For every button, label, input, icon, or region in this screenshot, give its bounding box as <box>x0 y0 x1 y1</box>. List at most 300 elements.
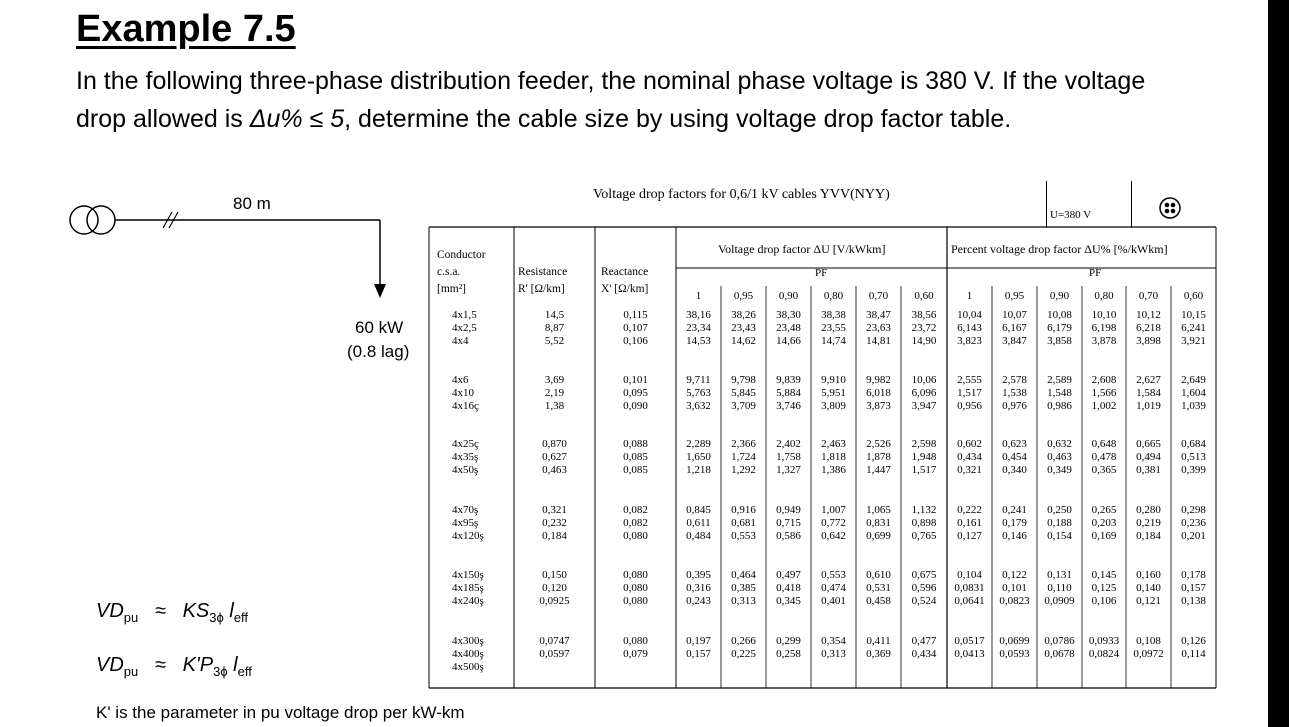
intro-text-1: In the following three-phase distribution feeder, the nominal phase voltage is 380 V. If the voltage drop allowed is <box>76 67 1146 133</box>
table-cell: 10,04 <box>957 309 982 321</box>
vd-factor-header: Voltage drop factor ΔU [V/kWkm] <box>718 242 886 256</box>
csa-column-group-5 <box>452 635 512 674</box>
table-cell: 10,12 <box>1136 309 1161 321</box>
table-cell: 0,665 <box>1136 438 1161 450</box>
table-cell: 4x2,5 <box>452 322 477 334</box>
table-cell: 38,47 <box>866 309 891 321</box>
table-cell: 0,0517 <box>954 635 985 647</box>
pvd-column-0-group-5 <box>947 635 992 661</box>
table-cell: 0,104 <box>957 569 982 581</box>
table-cell: 0,161 <box>957 517 982 529</box>
table-cell <box>514 661 595 674</box>
table-cell: 0,642 <box>821 530 846 542</box>
vd-column-0-group-5 <box>676 635 721 661</box>
pf-label-pvd: PF <box>1089 267 1102 279</box>
table-cell: 23,48 <box>776 322 801 334</box>
pvd-pf-header-4: 0,70 <box>1138 290 1159 302</box>
table-cell: 0,0972 <box>1133 648 1164 660</box>
table-cell: 0,115 <box>623 309 648 321</box>
table-cell: 9,711 <box>686 374 711 386</box>
pvd-column-0-group-4 <box>947 569 992 608</box>
vd-pf-header-3: 0,80 <box>823 290 844 302</box>
table-cell: 3,746 <box>776 400 801 412</box>
pvd-column-5-group-2 <box>1171 438 1216 477</box>
percent-vd-factor-header: Percent voltage drop factor ΔU% [%/kWkm] <box>951 242 1168 256</box>
vd-column-2-group-4 <box>766 569 811 608</box>
table-cell: 0,772 <box>821 517 846 529</box>
pvd-column-4-group-2 <box>1126 438 1171 477</box>
table-cell: 0,106 <box>1091 595 1117 607</box>
table-cell: 0,266 <box>731 635 756 647</box>
reactance-header-line-1: Reactance <box>601 266 649 278</box>
table-cell: 3,709 <box>731 400 756 412</box>
csa-column-group-0 <box>452 309 512 348</box>
table-cell: 0,976 <box>1002 400 1027 412</box>
reactance-header-line-2: X' [Ω/km] <box>601 283 649 295</box>
reactance-column-group-4 <box>595 569 676 608</box>
vd-column-5-group-0 <box>901 309 947 348</box>
table-cell: 1,948 <box>911 451 937 463</box>
table-cell: 10,10 <box>1091 309 1117 321</box>
table-cell: 0,898 <box>911 517 937 529</box>
table-cell: 0,110 <box>1047 582 1072 594</box>
pvd-pf-header-2: 0,90 <box>1049 290 1070 302</box>
table-cell: 0,232 <box>542 517 567 529</box>
table-cell: 0,401 <box>821 595 846 607</box>
table-cell: 4x95ş <box>452 517 479 529</box>
pvd-column-4-group-3 <box>1126 504 1171 543</box>
formula-1-k-sub: 3ϕ <box>209 610 224 625</box>
table-cell: 3,69 <box>544 374 565 386</box>
transformer-coil-2 <box>87 206 115 234</box>
pvd-column-5-group-3 <box>1171 504 1216 543</box>
table-cell: 4x4 <box>452 335 469 347</box>
table-cell: 23,34 <box>686 322 711 334</box>
table-cell: 0,586 <box>776 530 801 542</box>
table-cell: 4x400ş <box>452 648 484 660</box>
pvd-column-5-group-0 <box>1171 309 1216 348</box>
formula-kva <box>96 600 248 625</box>
table-cell: 0,0597 <box>539 648 570 660</box>
table-cell: 0,381 <box>1136 464 1161 476</box>
pvd-column-3-group-0 <box>1082 309 1126 348</box>
table-cell: 4x500ş <box>452 661 484 673</box>
table-cell: 1,517 <box>957 387 982 399</box>
vd-column-0-group-1 <box>676 374 721 413</box>
table-cell: 0,154 <box>1047 530 1072 542</box>
table-cell: 0,080 <box>623 635 648 647</box>
table-cell: 0,321 <box>542 504 567 516</box>
pvd-column-1-group-2 <box>992 438 1037 477</box>
table-cell: 5,951 <box>821 387 846 399</box>
table-cell: 6,198 <box>1091 322 1117 334</box>
vd-column-5-group-5 <box>901 635 947 661</box>
table-cell: 0,0824 <box>1088 648 1120 660</box>
table-cell: 0,365 <box>1091 464 1117 476</box>
table-cell: 5,884 <box>776 387 801 399</box>
table-cell: 0,434 <box>911 648 937 660</box>
pvd-column-3-group-3 <box>1082 504 1126 543</box>
pvd-column-1-group-0 <box>992 309 1037 348</box>
table-cell: 0,477 <box>911 635 937 647</box>
table-cell: 4x1,5 <box>452 309 477 321</box>
vd-column-4-group-0 <box>856 309 901 348</box>
pvd-column-1-group-5 <box>992 635 1037 661</box>
table-cell: 0,385 <box>731 582 756 594</box>
table-cell: 0,949 <box>776 504 801 516</box>
formula-2-k: K'P <box>182 654 214 676</box>
load-pf-label: (0.8 lag) <box>347 342 410 361</box>
table-cell: 4x70ş <box>452 504 479 516</box>
table-cell: 6,179 <box>1047 322 1072 334</box>
vd-column-3-group-0 <box>811 309 856 348</box>
pvd-column-3-group-5 <box>1082 635 1126 661</box>
table-cell: 2,555 <box>957 374 982 386</box>
pvd-column-3-group-4 <box>1082 569 1126 608</box>
table-cell: 0,0909 <box>1044 595 1075 607</box>
table-cell: 0,178 <box>1181 569 1206 581</box>
table-cell: 3,947 <box>911 400 937 412</box>
table-cell: 2,366 <box>731 438 756 450</box>
table-cell: 0,082 <box>623 517 648 529</box>
table-title: Voltage drop factors for 0,6/1 kV cables YVV(NYY) <box>593 187 890 202</box>
table-cell: 0,464 <box>731 569 756 581</box>
vd-column-2-group-0 <box>766 309 811 348</box>
table-cell: 38,26 <box>731 309 756 321</box>
table-cell: 2,608 <box>1091 374 1117 386</box>
pvd-column-2-group-4 <box>1037 569 1082 608</box>
table-cell: 0,418 <box>776 582 801 594</box>
table-cell: 23,63 <box>866 322 891 334</box>
cable-cross-section-icon <box>1158 196 1182 220</box>
vd-column-5-group-3 <box>901 504 947 543</box>
table-cell: 0,602 <box>957 438 982 450</box>
table-cell: 0,463 <box>1047 451 1072 463</box>
pvd-column-4-group-0 <box>1126 309 1171 348</box>
table-cell: 0,684 <box>1181 438 1206 450</box>
pvd-column-2-group-1 <box>1037 374 1082 413</box>
feeder-diagram <box>64 192 484 302</box>
table-cell: 0,458 <box>866 595 891 607</box>
table-cell: 0,169 <box>1091 530 1117 542</box>
pvd-column-0-group-3 <box>947 504 992 543</box>
table-cell: 0,623 <box>1002 438 1027 450</box>
table-cell: 2,589 <box>1047 374 1072 386</box>
table-cell: 0,160 <box>1136 569 1161 581</box>
table-cell: 0,321 <box>957 464 982 476</box>
table-cell: 3,873 <box>866 400 891 412</box>
table-cell: 0,179 <box>1002 517 1027 529</box>
reactance-column-group-3 <box>595 504 676 543</box>
pvd-column-2-group-3 <box>1037 504 1082 543</box>
table-cell: 0,0413 <box>954 648 985 660</box>
table-cell: 1,538 <box>1002 387 1027 399</box>
table-cell: 0,085 <box>623 451 648 463</box>
pvd-column-4-group-1 <box>1126 374 1171 413</box>
table-cell: 1,292 <box>731 464 756 476</box>
vd-column-3-group-3 <box>811 504 856 543</box>
table-cell: 38,56 <box>911 309 937 321</box>
table-cell: 0,203 <box>1091 517 1117 529</box>
table-cell: 0,0823 <box>999 595 1030 607</box>
table-cell: 1,065 <box>866 504 891 516</box>
resistance-column-group-0 <box>514 309 595 348</box>
pvd-column-3-group-1 <box>1082 374 1126 413</box>
vd-column-0-group-0 <box>676 309 721 348</box>
table-cell: 0,145 <box>1091 569 1117 581</box>
formula-2-lhs-sub: pu <box>123 664 139 679</box>
table-cell: 0,280 <box>1136 504 1161 516</box>
table-cell: 1,007 <box>821 504 846 516</box>
vd-pf-header-4: 0,70 <box>868 290 889 302</box>
csa-column-group-4 <box>452 569 512 608</box>
k-prime-note: K' is the parameter in pu voltage drop per kW-km <box>96 703 465 722</box>
table-cell: 0,648 <box>1091 438 1117 450</box>
table-cell: 4x50ş <box>452 464 479 476</box>
formula-2-lhs: VD <box>96 654 124 676</box>
table-cell: 2,649 <box>1181 374 1206 386</box>
table-cell: 6,241 <box>1181 322 1206 334</box>
table-cell: 0,184 <box>1136 530 1161 542</box>
vd-column-4-group-5 <box>856 635 901 661</box>
table-cell: 1,548 <box>1047 387 1072 399</box>
table-cell: 0,340 <box>1002 464 1027 476</box>
vd-column-4-group-2 <box>856 438 901 477</box>
reactance-column-group-0 <box>595 309 676 348</box>
resistance-column-group-4 <box>514 569 595 608</box>
vd-column-1-group-2 <box>721 438 766 477</box>
table-cell: 0,345 <box>776 595 801 607</box>
reactance-column-group-2 <box>595 438 676 477</box>
table-cell: 4x6 <box>452 374 469 386</box>
pvd-column-0-group-2 <box>947 438 992 477</box>
pvd-pf-header-0: 1 <box>966 290 973 302</box>
formula-kw <box>96 654 252 679</box>
table-cell: 5,52 <box>544 335 565 347</box>
table-cell: 4x240ş <box>452 595 484 607</box>
load-arrow-head <box>374 284 386 298</box>
table-cell: 0,313 <box>731 595 756 607</box>
table-cell: 0,715 <box>776 517 801 529</box>
table-cell: 0,138 <box>1181 595 1206 607</box>
formula-2-l: l <box>233 654 238 676</box>
table-cell: 0,0786 <box>1044 635 1075 647</box>
load-power-label: 60 kW <box>355 318 404 337</box>
table-cell: 0,765 <box>911 530 937 542</box>
vd-column-4-group-3 <box>856 504 901 543</box>
table-cell: 0,219 <box>1136 517 1161 529</box>
table-cell: 0,632 <box>1047 438 1072 450</box>
table-cell: 10,07 <box>1002 309 1027 321</box>
table-cell: 1,002 <box>1091 400 1117 412</box>
table-cell: 0,316 <box>686 582 711 594</box>
table-cell: 4x10 <box>452 387 474 399</box>
table-cell: 0,699 <box>866 530 891 542</box>
table-cell: 4x35ş <box>452 451 479 463</box>
table-cell: 0,354 <box>821 635 846 647</box>
table-cell: 0,0933 <box>1088 635 1120 647</box>
table-cell: 0,150 <box>542 569 567 581</box>
table-cell: 0,080 <box>623 530 648 542</box>
table-cell: 1,132 <box>911 504 937 516</box>
table-cell: 4x120ş <box>452 530 484 542</box>
table-cell: 14,53 <box>686 335 711 347</box>
table-cell: 0,349 <box>1047 464 1072 476</box>
table-cell: 4x16ç <box>452 400 479 412</box>
pvd-pf-header-3: 0,80 <box>1094 290 1114 302</box>
vd-column-0-group-2 <box>676 438 721 477</box>
table-cell: 2,463 <box>821 438 846 450</box>
resistance-header-line-1: Resistance <box>518 266 568 278</box>
vd-column-2-group-5 <box>766 635 811 661</box>
conductor-header <box>437 247 486 298</box>
table-cell: 0,474 <box>821 582 846 594</box>
pvd-column-0-group-1 <box>947 374 992 413</box>
formula-1-lhs: VD <box>96 600 124 622</box>
csa-column-group-2 <box>452 438 512 477</box>
table-cell: 9,910 <box>821 374 846 386</box>
table-cell: 0,0831 <box>954 582 985 594</box>
table-cell: 0,088 <box>623 438 648 450</box>
table-cell: 0,265 <box>1091 504 1117 516</box>
table-cell: 0,108 <box>1136 635 1161 647</box>
table-cell: 0,082 <box>623 504 648 516</box>
table-cell: 0,513 <box>1181 451 1206 463</box>
conductor-header-line-1: Conductor <box>437 249 486 261</box>
feeder-length-label: 80 m <box>233 194 271 213</box>
table-cell: 6,167 <box>1002 322 1027 334</box>
vd-column-3-group-5 <box>811 635 856 661</box>
formula-1-lhs-sub: pu <box>123 610 139 625</box>
pvd-column-2-group-5 <box>1037 635 1082 661</box>
table-cell: 0,131 <box>1047 569 1072 581</box>
table-cell: 0,0678 <box>1044 648 1075 660</box>
table-cell: 0,079 <box>623 648 648 660</box>
table-cell: 23,72 <box>911 322 937 334</box>
table-cell: 1,566 <box>1091 387 1117 399</box>
table-cell: 2,598 <box>911 438 937 450</box>
vd-pf-header-5: 0,60 <box>914 290 934 302</box>
table-cell: 38,16 <box>686 309 711 321</box>
table-cell: 14,81 <box>866 335 891 347</box>
table-cell: 0,0641 <box>954 595 985 607</box>
formula-2-approx: ≈ <box>154 654 166 676</box>
table-cell: 23,43 <box>731 322 756 334</box>
pvd-column-2-group-2 <box>1037 438 1082 477</box>
table-cell: 0,434 <box>957 451 982 463</box>
vd-column-4-group-1 <box>856 374 901 413</box>
voltage-label: U=380 V <box>1050 209 1092 221</box>
table-cell: 23,55 <box>821 322 846 334</box>
table-cell: 0,095 <box>623 387 648 399</box>
page-title: Example 7.5 <box>76 8 296 50</box>
table-cell: 2,19 <box>544 387 565 399</box>
table-cell: 0,0747 <box>539 635 570 647</box>
table-cell: 0,090 <box>623 400 648 412</box>
table-cell: 0,125 <box>1091 582 1117 594</box>
problem-statement <box>76 62 1176 138</box>
table-cell: 0,222 <box>957 504 982 516</box>
table-cell: 1,039 <box>1181 400 1206 412</box>
table-cell: 4x300ş <box>452 635 484 647</box>
table-cell: 0,596 <box>911 582 937 594</box>
csa-column-group-1 <box>452 374 512 413</box>
transformer-coil-1 <box>70 206 98 234</box>
table-cell: 1,758 <box>776 451 801 463</box>
table-cell: 0,553 <box>821 569 846 581</box>
formula-1-approx: ≈ <box>154 600 166 622</box>
vd-column-0-group-4 <box>676 569 721 608</box>
table-cell: 4x185ş <box>452 582 484 594</box>
table-cell: 0,146 <box>1002 530 1027 542</box>
table-cell: 0,524 <box>911 595 937 607</box>
table-cell: 0,681 <box>731 517 756 529</box>
table-cell: 4x150ş <box>452 569 484 581</box>
table-cell: 0,454 <box>1002 451 1027 463</box>
table-cell: 0,497 <box>776 569 801 581</box>
table-cell: 0,258 <box>776 648 801 660</box>
table-cell: 2,578 <box>1002 374 1027 386</box>
vd-column-5-group-1 <box>901 374 947 413</box>
table-cell: 6,096 <box>911 387 937 399</box>
pvd-column-4-group-5 <box>1126 635 1171 661</box>
table-cell: 1,447 <box>866 464 891 476</box>
table-cell: 5,845 <box>731 387 756 399</box>
table-cell: 6,143 <box>957 322 982 334</box>
vd-column-2-group-1 <box>766 374 811 413</box>
table-cell: 9,798 <box>731 374 756 386</box>
vd-pf-header-2: 0,90 <box>778 290 799 302</box>
table-cell: 0,610 <box>866 569 891 581</box>
table-cell: 3,823 <box>957 335 982 347</box>
table-cell: 0,986 <box>1047 400 1072 412</box>
table-cell: 0,870 <box>542 438 567 450</box>
vd-column-5-group-2 <box>901 438 947 477</box>
pvd-column-4-group-4 <box>1126 569 1171 608</box>
table-cell: 10,15 <box>1181 309 1206 321</box>
vd-column-3-group-4 <box>811 569 856 608</box>
table-cell: 0,080 <box>623 569 648 581</box>
table-cell: 3,809 <box>821 400 846 412</box>
table-cell: 38,38 <box>821 309 846 321</box>
resistance-column-group-5 <box>514 635 595 674</box>
table-cell: 0,313 <box>821 648 846 660</box>
table-cell: 0,080 <box>623 595 648 607</box>
table-cell: 0,127 <box>957 530 982 542</box>
table-cell: 0,184 <box>542 530 567 542</box>
pvd-pf-header-1: 0,95 <box>1004 290 1025 302</box>
table-cell: 14,66 <box>776 335 801 347</box>
table-cell: 8,87 <box>544 322 565 334</box>
table-cell: 5,763 <box>686 387 711 399</box>
table-cell: 0,197 <box>686 635 711 647</box>
table-cell: 1,517 <box>911 464 937 476</box>
table-cell: 1,327 <box>776 464 801 476</box>
table-cell: 10,08 <box>1047 309 1072 321</box>
table-cell: 0,916 <box>731 504 756 516</box>
resistance-column-group-3 <box>514 504 595 543</box>
table-cell: 4x25ç <box>452 438 479 450</box>
pvd-column-5-group-5 <box>1171 635 1216 661</box>
vd-column-1-group-4 <box>721 569 766 608</box>
resistance-header <box>518 264 567 298</box>
table-cell: 14,62 <box>731 335 756 347</box>
right-edge-bar <box>1268 0 1289 727</box>
table-cell: 1,650 <box>686 451 711 463</box>
pvd-column-1-group-3 <box>992 504 1037 543</box>
table-cell: 3,858 <box>1047 335 1072 347</box>
table-cell: 0,101 <box>623 374 648 386</box>
